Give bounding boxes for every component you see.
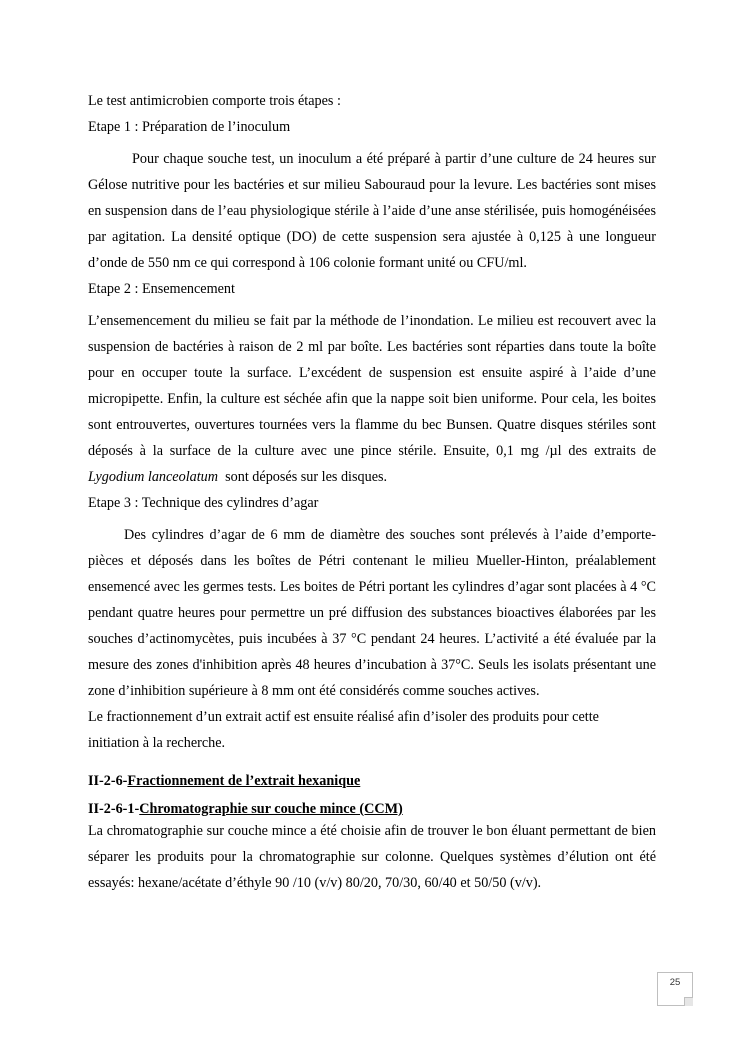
step3-followup-line1: Le fractionnement d’un extrait actif est ensuite réalisé afin d’isoler des produits pour cette	[88, 709, 599, 725]
subsection-title: Chromatographie sur couche mince (CCM)	[139, 801, 403, 817]
species-name: Lygodium lanceolatum	[88, 469, 219, 485]
subsection-heading	[88, 800, 656, 818]
step1-title: Etape 1 : Préparation de l’inoculum	[88, 119, 291, 135]
step2-text-after: sont déposés sur les disques.	[218, 469, 388, 485]
subsection-number: II-2-6-1-	[88, 801, 140, 817]
step2-text-before: L’ensemencement du milieu se fait par la méthode de l’inondation. Le milieu est recouvert avec la suspension de bactéries à raison de 2 ml par boîte. Les bactéries sont réparties dans toute la boîte pour en occuper toute la surface. L’excédent de suspension est ensuite aspiré à l’aide d’une micropipette. Enfin, la culture est séchée afin que la nappe soit bien uniforme. Pour cela, les boites sont entrouvertes, ouvertures tournées vers la flamme du bec Bunsen. Quatre disques stériles sont déposés à la surface de la culture avec une pince stérile. Ensuite, 0,1 mg /µl des extraits de	[88, 313, 656, 459]
intro-text: Le test antimicrobien comporte trois étapes :	[88, 93, 341, 109]
section-title: Fractionnement de l’extrait hexanique	[127, 773, 361, 789]
section-number: II-2-6-	[88, 773, 128, 789]
section-heading	[88, 769, 656, 793]
step3-title: Etape 3 : Technique des cylindres d’agar	[88, 495, 319, 511]
page-content	[88, 88, 656, 896]
step3-followup-line2: initiation à la recherche.	[88, 735, 226, 751]
step1-paragraph: Pour chaque souche test, un inoculum a été préparé à partir d’une culture de 24 heures sur Gélose nutritive pour les bactéries et sur milieu Sabouraud pour la levure. Les bactéries sont mises en suspension dans de l’eau physiologique stérile à l’aide d’une anse stérilisée, puis homogénéisées par agitation. La densité optique (DO) de cette suspension sera ajustée à 0,125 à une longueur d’onde de 550 nm ce qui correspond à 106 colonie formant unité ou CFU/ml.	[88, 151, 656, 271]
step3-paragraph: Des cylindres d’agar de 6 mm de diamètre des souches sont prélevés à l’aide d’emporte-pièces et déposés dans les boîtes de Pétri contenant le milieu Mueller-Hinton, préalablement ensemencé avec les germes tests. Les boites de Pétri portant les cylindres d’agar sont placées à 4 °C pendant quatre heures pour permettre un pré diffusion des substances bioactives élaborées par les souches d’actinomycètes, puis incubées à 37 °C pendant 24 heures. L’activité a été évaluée par la mesure des zones d'inhibition après 48 heures d’incubation à 37°C. Seuls les isolats présentant une zone d’inhibition supérieure à 8 mm ont été considérés comme souches actives.	[88, 527, 656, 699]
page-number: 25	[669, 977, 681, 988]
page-number-box	[657, 972, 693, 1006]
step2-title: Etape 2 : Ensemencement	[88, 281, 235, 297]
step2-paragraph	[88, 308, 656, 490]
subsection-paragraph: La chromatographie sur couche mince a été choisie afin de trouver le bon éluant permettant de bien séparer les produits pour la chromatographie sur colonne. Quelques systèmes d’élution ont été essayés: hexane/acétate d’éthyle 90 /10 (v/v) 80/20, 70/30, 60/40 et 50/50 (v/v).	[88, 823, 656, 891]
